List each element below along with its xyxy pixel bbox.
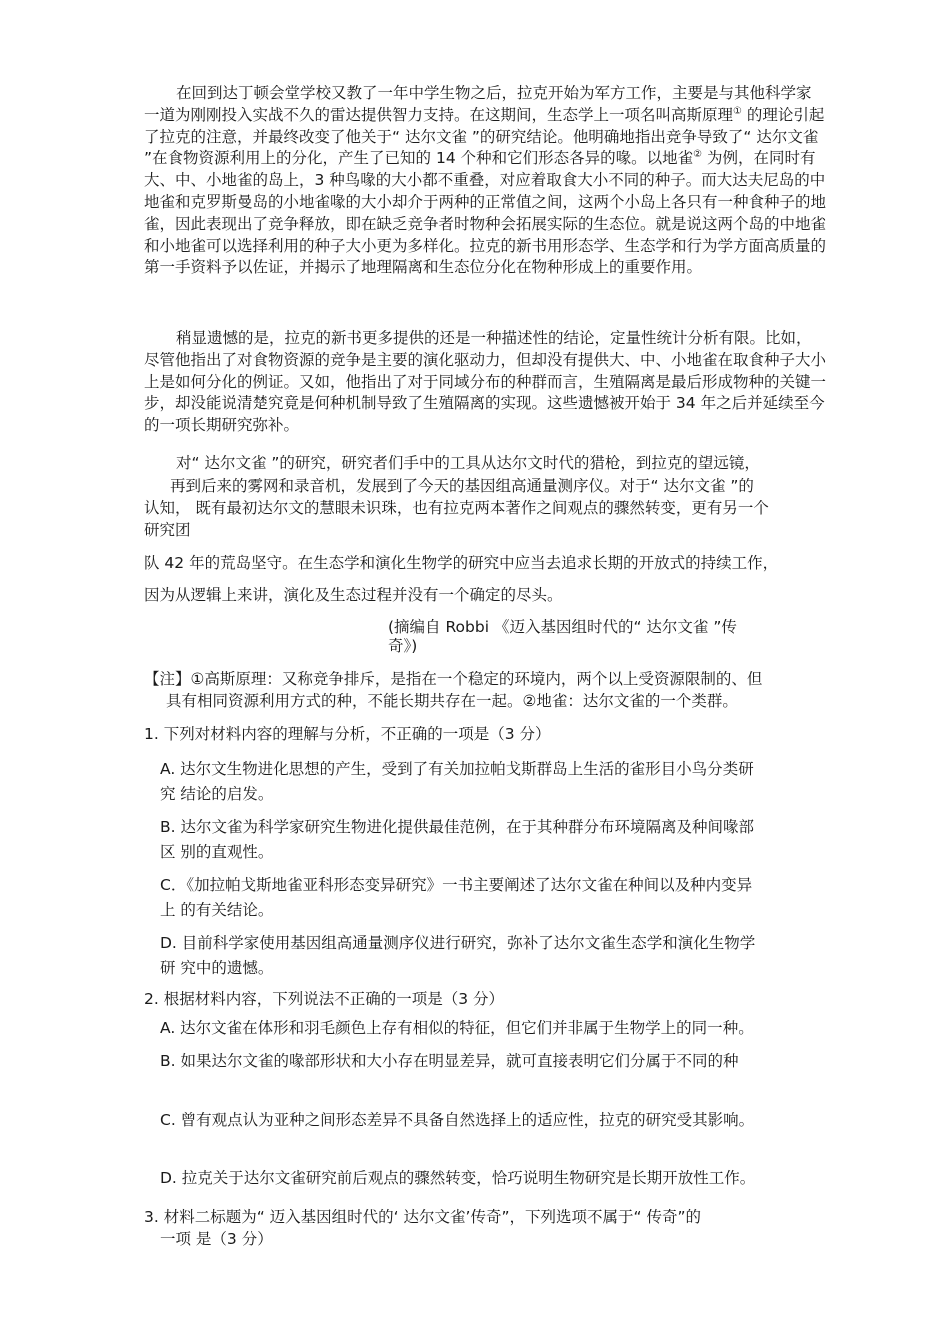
question-3-line-2: 一项 是（3 分） — [160, 1230, 273, 1248]
source-citation — [388, 618, 808, 656]
note-line-2: 具有相同资源利用方式的种，不能长期共存在一起。②地雀：达尔文雀的一个类群。 — [166, 692, 738, 710]
annotation-note — [144, 668, 826, 712]
paragraph-3-line-4: 研究团 — [144, 521, 191, 539]
paragraph-1-text-b: 的理论引起了拉克的注意，并最终改变了他关于“ 达尔文雀 ”的研究结论。他明确地指出竞争导致了“ 达尔文雀 ”在食物资源利用上的分化，产生了已知的 14 个种和它们形态各异的喙。以地雀 — [144, 105, 825, 168]
option-b-line-2: 区 别的直观性。 — [160, 843, 274, 861]
option-d-line-1: D. 目前科学家使用基因组高通量测序仪进行研究，弥补了达尔文雀生态学和演化生物学 — [160, 934, 756, 952]
source-line-1: (摘编自 Robbi 《迈入基因组时代的“ 达尔文雀 ”传 — [388, 618, 737, 636]
option-a-line-1: A. 达尔文生物进化思想的产生，受到了有关加拉帕戈斯群岛上生活的雀形目小鸟分类研 — [160, 760, 754, 778]
question-1-option-d — [160, 931, 810, 981]
question-3-stem — [144, 1206, 826, 1250]
question-1-option-b — [160, 815, 810, 865]
option-c-line-1: C．《加拉帕戈斯地雀亚科形态变异研究》一书主要阐述了达尔文雀在种间以及种内变异 — [160, 876, 753, 894]
paragraph-3-line-5: 队 42 年的荒岛坚守。在生态学和演化生物学的研究中应当去追求长期的开放式的持续工作， — [144, 554, 779, 572]
question-1-option-c — [160, 873, 810, 923]
paragraph-1-text-c: 为例，在同时有大、中、小地雀的岛上，3 种鸟喙的大小都不重叠，对应着取食大小不同的种子。而大达夫尼岛的中地雀和克罗斯曼岛的小地雀喙的大小却介于两种的正常值之间，这两个小岛上各只有一种食种子的地雀，因此表现出了竞争释放，即在缺乏竞争者时物种会拓展实际的生态位。就是说这两个岛的中地雀和小地雀可以选择利用的种子大小更为多样化。拉克的新书用形态学、生态学和行为学方面高质量的第一手资料予以佐证，并揭示了地理隔离和生态位分化在物种形成上的重要作用。 — [144, 149, 827, 277]
paragraph-3-line-1: 对“ 达尔文雀 ”的研究，研究者们手中的工具从达尔文时代的猎枪，到拉克的望远镜， — [176, 454, 760, 472]
paragraph-1-text-a: 在回到达丁顿会堂学校又教了一年中学生物之后，拉克开始为军方工作，主要是与其他科学家一道为刚刚投入实战不久的雷达提供智力支持。在这期间，生态学上一项名叫高斯原理 — [144, 84, 812, 124]
question-2-option-b: B. 如果达尔文雀的喙部形状和大小存在明显差异，就可直接表明它们分属于不同的种 — [160, 1052, 739, 1070]
question-2-option-c: C. 曾有观点认为亚种之间形态差异不具备自然选择上的适应性，拉克的研究受其影响。 — [160, 1111, 755, 1129]
question-2-option-d: D. 拉克关于达尔文雀研究前后观点的骤然转变，恰巧说明生物研究是长期开放性工作。 — [160, 1169, 756, 1187]
question-3-line-1: 3. 材料二标题为“ 迈入基因组时代的‘ 达尔文雀’传奇”，下列选项不属于“ 传奇”的 — [144, 1208, 701, 1226]
question-2-stem: 2. 根据材料内容，下列说法不正确的一项是（3 分） — [144, 990, 505, 1008]
question-1-option-a — [160, 757, 810, 807]
option-b-line-1: B. 达尔文雀为科学家研究生物进化提供最佳范例，在于其种群分布环境隔离及种间喙部 — [160, 818, 754, 836]
question-1-stem: 1. 下列对材料内容的理解与分析，不正确的一项是（3 分） — [144, 725, 551, 743]
option-a-line-2: 究 结论的启发。 — [160, 785, 274, 803]
option-c-line-2: 上 的有关结论。 — [160, 901, 274, 919]
footnote-mark-1: ① — [733, 105, 742, 117]
paragraph-3-line-2: 再到后来的雾网和录音机，发展到了今天的基因组高通量测序仪。对于“ 达尔文雀 ”的 — [170, 477, 754, 495]
passage-paragraph-1 — [144, 83, 826, 279]
paragraph-3-line-6: 因为从逻辑上来讲，演化及生态过程并没有一个确定的尽头。 — [144, 586, 563, 604]
source-line-2: 奇》) — [388, 637, 418, 655]
option-d-line-2: 研 究中的遗憾。 — [160, 959, 274, 977]
footnote-mark-2: ② — [693, 149, 703, 161]
passage-paragraph-2: 稍显遗憾的是，拉克的新书更多提供的还是一种描述性的结论，定量性统计分析有限。比如，尽管他指出了对食物资源的竞争是主要的演化驱动力，但却没有提供大、中、小地雀在取食种子大小上是如何分化的例证。又如，他指出了对于同域分布的种群而言，生殖隔离是最后形成物种的关键一步，却没能说清楚究竟是何种机制导致了生殖隔离的实现。这些遗憾被开始于 34 年之后并延续至今的一项长期研究弥补。 — [144, 329, 827, 435]
note-line-1: 【注】①高斯原理：又称竞争排斥，是指在一个稳定的环境内，两个以上受资源限制的、但 — [144, 670, 763, 688]
paragraph-3-line-3: 认知， 既有最初达尔文的慧眼未识珠，也有拉克两本著作之间观点的骤然转变，更有另一个 — [144, 499, 769, 517]
question-2-option-a: A. 达尔文雀在体形和羽毛颜色上存有相似的特征，但它们并非属于生物学上的同一种。 — [160, 1019, 754, 1037]
